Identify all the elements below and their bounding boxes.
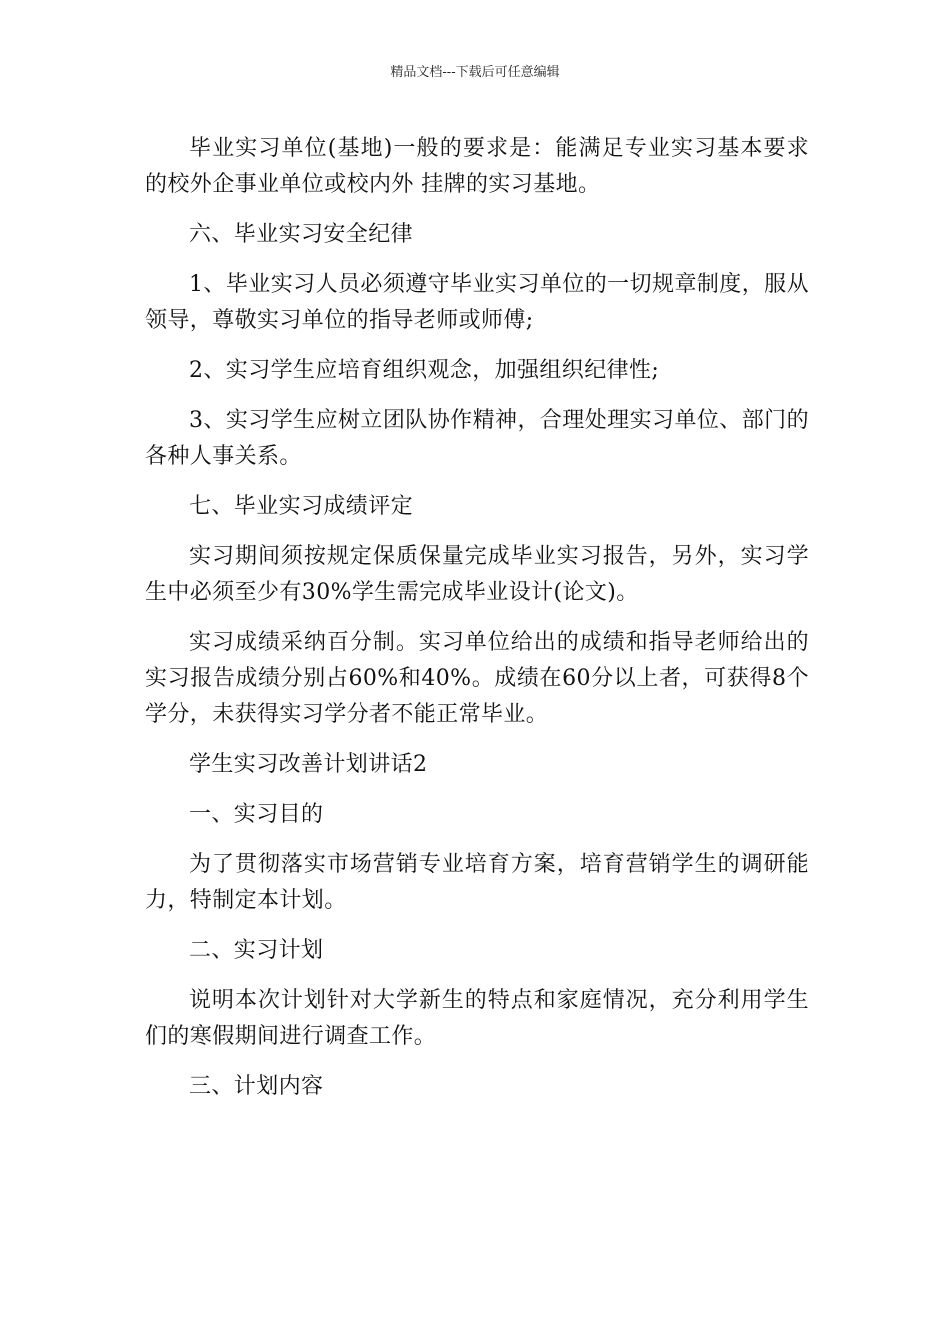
heading-grade-evaluation: 七、毕业实习成绩评定 xyxy=(189,494,414,519)
heading-plan-content: 三、计划内容 xyxy=(189,1074,324,1099)
heading-safety-discipline: 六、毕业实习安全纪律 xyxy=(189,222,414,247)
paragraph-internship-unit-requirements: 毕业实习单位(基地)一般的要求是：能满足专业实习基本要求的校外企事业单位或校内外 挂牌的实习基地。 xyxy=(145,136,809,197)
heading-internship-plan: 二、实习计划 xyxy=(189,938,324,963)
document-body xyxy=(145,131,809,1119)
paragraph-rule-2: 2、实习学生应培育组织观念，加强组织纪律性; xyxy=(189,358,660,383)
paragraph-report-requirement: 实习期间须按规定保质保量完成毕业实习报告，另外，实习学生中必须至少有30%学生需完成毕业设计(论文)。 xyxy=(145,544,809,605)
heading-speech-2: 学生实习改善计划讲话2 xyxy=(189,752,428,777)
paragraph-plan: 说明本次计划针对大学新生的特点和家庭情况，充分利用学生们的寒假期间进行调查工作。 xyxy=(145,988,809,1049)
paragraph-purpose: 为了贯彻落实市场营销专业培育方案，培育营销学生的调研能力，特制定本计划。 xyxy=(145,852,809,913)
page-header: 精品文档---下载后可任意编辑 xyxy=(390,65,560,80)
paragraph-grading-scheme: 实习成绩采纳百分制。实习单位给出的成绩和指导老师给出的实习报告成绩分别占60%和40%。成绩在60分以上者，可获得8个学分，未获得实习学分者不能正常毕业。 xyxy=(145,630,809,727)
paragraph-rule-1: 1、毕业实习人员必须遵守毕业实习单位的一切规章制度，服从领导，尊敬实习单位的指导老师或师傅; xyxy=(145,272,809,333)
paragraph-rule-3: 3、实习学生应树立团队协作精神，合理处理实习单位、部门的各种人事关系。 xyxy=(145,408,809,469)
heading-internship-purpose: 一、实习目的 xyxy=(189,802,324,827)
